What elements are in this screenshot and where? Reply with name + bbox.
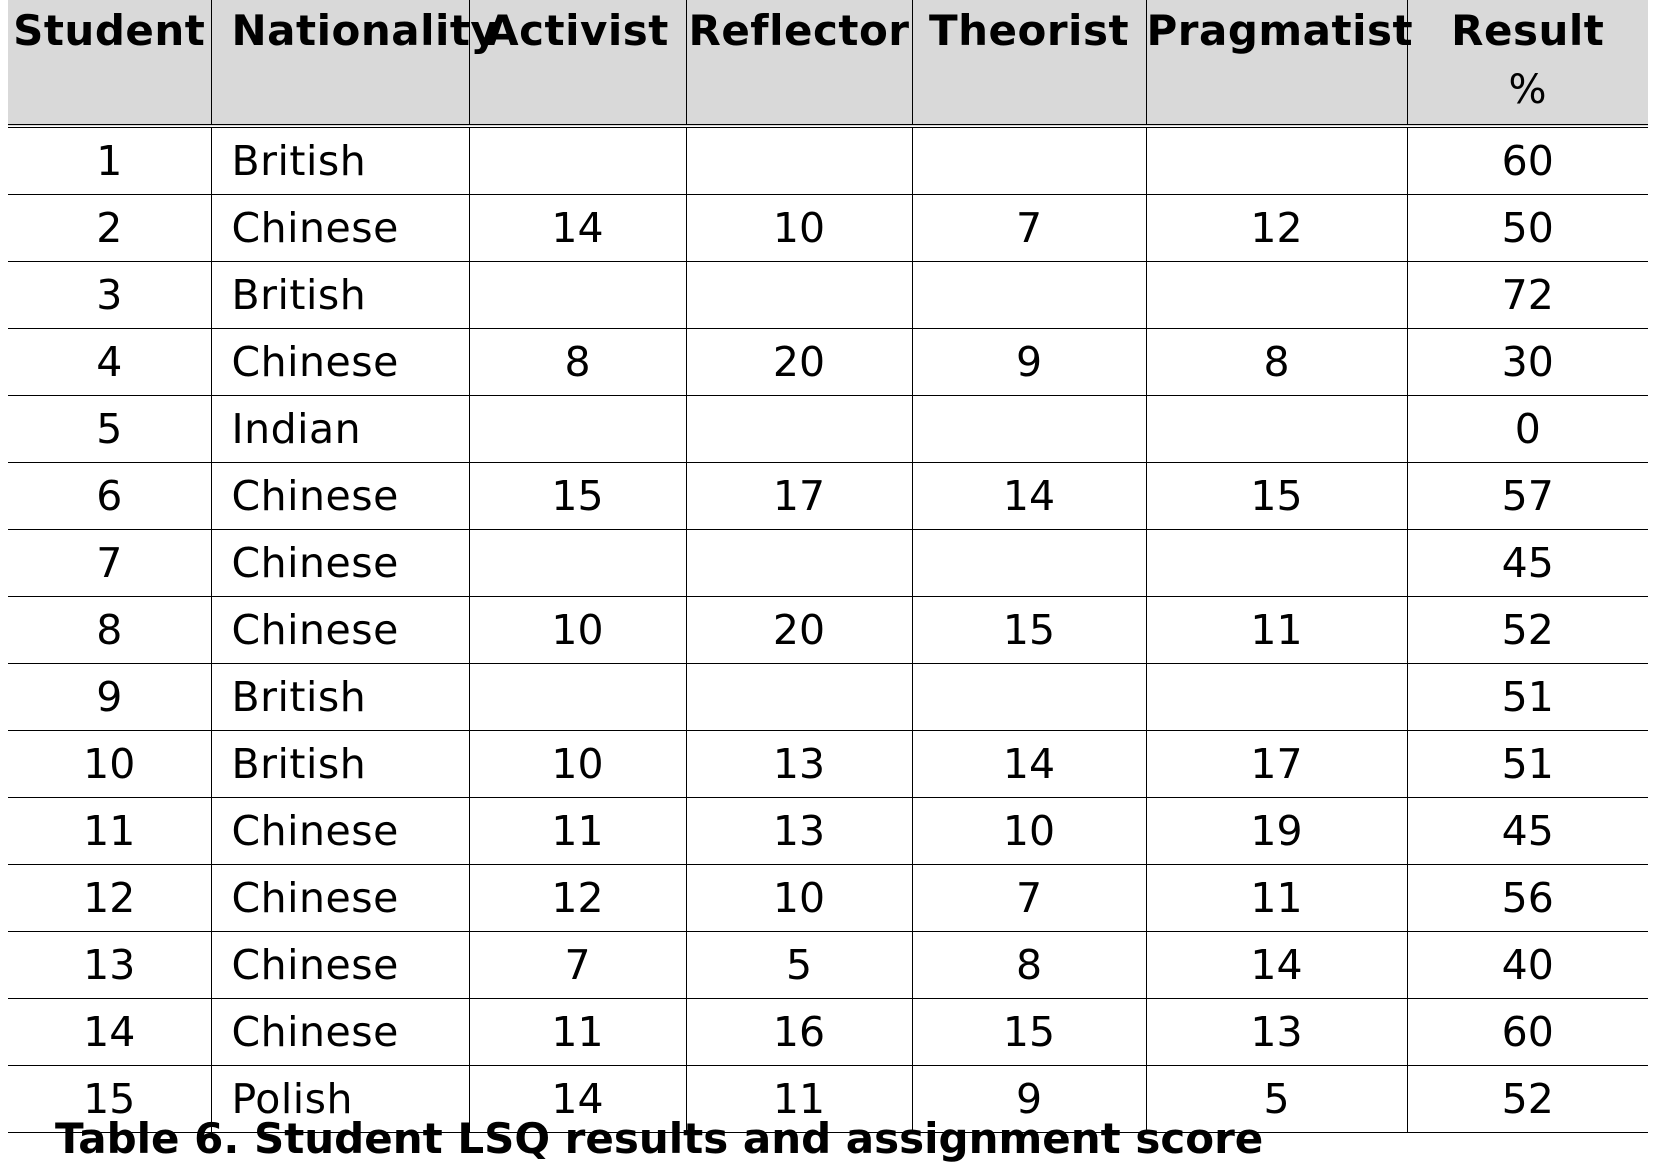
cell-student: 13: [8, 932, 211, 999]
table-row: [8, 597, 1648, 664]
cell-result: 56: [1407, 865, 1648, 932]
cell-theorist: 7: [912, 865, 1146, 932]
cell-student: 6: [8, 463, 211, 530]
table-row: [8, 195, 1648, 262]
cell-reflector: 13: [686, 798, 912, 865]
cell-reflector: [686, 396, 912, 463]
cell-reflector: 11: [686, 1066, 912, 1133]
cell-theorist: [912, 396, 1146, 463]
cell-reflector: [686, 530, 912, 597]
cell-nationality: Chinese: [211, 195, 469, 262]
cell-student: 10: [8, 731, 211, 798]
cell-reflector: [686, 126, 912, 195]
cell-activist: 11: [469, 798, 686, 865]
header-result: Result %: [1407, 0, 1648, 126]
cell-theorist: 14: [912, 463, 1146, 530]
cell-result: 40: [1407, 932, 1648, 999]
cell-result: 51: [1407, 664, 1648, 731]
cell-pragmatist: 13: [1146, 999, 1407, 1066]
cell-theorist: 9: [912, 1066, 1146, 1133]
table-row: [8, 329, 1648, 396]
cell-result: 0: [1407, 396, 1648, 463]
table-row: [8, 865, 1648, 932]
header-reflector: Reflector: [686, 0, 912, 126]
cell-reflector: 10: [686, 865, 912, 932]
cell-activist: 8: [469, 329, 686, 396]
cell-nationality: Chinese: [211, 463, 469, 530]
cell-result: 52: [1407, 1066, 1648, 1133]
cell-result: 72: [1407, 262, 1648, 329]
cell-theorist: [912, 530, 1146, 597]
cell-theorist: 15: [912, 999, 1146, 1066]
cell-nationality: Chinese: [211, 597, 469, 664]
cell-nationality: Chinese: [211, 329, 469, 396]
cell-nationality: Chinese: [211, 932, 469, 999]
cell-nationality: Chinese: [211, 798, 469, 865]
table-row: [8, 731, 1648, 798]
cell-student: 9: [8, 664, 211, 731]
table-row: [8, 126, 1648, 195]
cell-nationality: British: [211, 664, 469, 731]
cell-theorist: 8: [912, 932, 1146, 999]
cell-reflector: 20: [686, 597, 912, 664]
cell-theorist: 9: [912, 329, 1146, 396]
cell-nationality: Indian: [211, 396, 469, 463]
cell-result: 52: [1407, 597, 1648, 664]
table-header: [8, 0, 1648, 126]
cell-result: 50: [1407, 195, 1648, 262]
cell-result: 45: [1407, 798, 1648, 865]
cell-nationality: Polish: [211, 1066, 469, 1133]
header-pragmatist: Pragmatist: [1146, 0, 1407, 126]
cell-pragmatist: 19: [1146, 798, 1407, 865]
cell-pragmatist: 14: [1146, 932, 1407, 999]
cell-pragmatist: 5: [1146, 1066, 1407, 1133]
cell-activist: [469, 530, 686, 597]
cell-pragmatist: 11: [1146, 597, 1407, 664]
table-row: [8, 798, 1648, 865]
header-nationality: Nationality: [211, 0, 469, 126]
cell-pragmatist: 17: [1146, 731, 1407, 798]
cell-activist: 11: [469, 999, 686, 1066]
cell-student: 14: [8, 999, 211, 1066]
cell-student: 12: [8, 865, 211, 932]
header-activist: Activist: [469, 0, 686, 126]
cell-student: 11: [8, 798, 211, 865]
cell-result: 60: [1407, 126, 1648, 195]
cell-pragmatist: [1146, 126, 1407, 195]
cell-nationality: Chinese: [211, 865, 469, 932]
header-theorist: Theorist: [912, 0, 1146, 126]
cell-nationality: Chinese: [211, 530, 469, 597]
cell-nationality: British: [211, 731, 469, 798]
cell-student: 8: [8, 597, 211, 664]
cell-nationality: British: [211, 262, 469, 329]
cell-student: 3: [8, 262, 211, 329]
cell-pragmatist: 8: [1146, 329, 1407, 396]
cell-reflector: 16: [686, 999, 912, 1066]
cell-reflector: [686, 262, 912, 329]
lsq-results-table: [8, 0, 1648, 1133]
cell-student: 2: [8, 195, 211, 262]
table-row: [8, 396, 1648, 463]
cell-student: 7: [8, 530, 211, 597]
cell-activist: 7: [469, 932, 686, 999]
cell-reflector: 13: [686, 731, 912, 798]
cell-theorist: 7: [912, 195, 1146, 262]
cell-activist: 10: [469, 597, 686, 664]
cell-theorist: 10: [912, 798, 1146, 865]
cell-student: 5: [8, 396, 211, 463]
cell-reflector: 10: [686, 195, 912, 262]
cell-pragmatist: 15: [1146, 463, 1407, 530]
cell-activist: 14: [469, 195, 686, 262]
cell-activist: 12: [469, 865, 686, 932]
cell-activist: [469, 262, 686, 329]
table-row: [8, 262, 1648, 329]
cell-theorist: [912, 126, 1146, 195]
cell-student: 4: [8, 329, 211, 396]
cell-theorist: 14: [912, 731, 1146, 798]
cell-pragmatist: [1146, 262, 1407, 329]
cell-student: 15: [8, 1066, 211, 1133]
cell-reflector: 17: [686, 463, 912, 530]
cell-activist: [469, 126, 686, 195]
cell-reflector: [686, 664, 912, 731]
table-row: [8, 664, 1648, 731]
cell-result: 60: [1407, 999, 1648, 1066]
cell-result: 51: [1407, 731, 1648, 798]
cell-result: 45: [1407, 530, 1648, 597]
cell-nationality: Chinese: [211, 999, 469, 1066]
cell-reflector: 5: [686, 932, 912, 999]
cell-pragmatist: 11: [1146, 865, 1407, 932]
cell-pragmatist: [1146, 664, 1407, 731]
table-row: [8, 530, 1648, 597]
header-student: Student: [8, 0, 211, 126]
cell-pragmatist: 12: [1146, 195, 1407, 262]
cell-student: 1: [8, 126, 211, 195]
cell-pragmatist: [1146, 530, 1407, 597]
cell-activist: 14: [469, 1066, 686, 1133]
cell-activist: 10: [469, 731, 686, 798]
header-result-unit: %: [1508, 67, 1547, 113]
cell-pragmatist: [1146, 396, 1407, 463]
cell-theorist: [912, 262, 1146, 329]
cell-theorist: 15: [912, 597, 1146, 664]
table-body: [8, 126, 1648, 1133]
header-row: [8, 0, 1648, 126]
cell-reflector: 20: [686, 329, 912, 396]
table-caption: Table 6. Student LSQ results and assignment score: [55, 1114, 1264, 1163]
cell-result: 57: [1407, 463, 1648, 530]
cell-activist: 15: [469, 463, 686, 530]
table-row: [8, 999, 1648, 1066]
cell-activist: [469, 396, 686, 463]
cell-nationality: British: [211, 126, 469, 195]
cell-activist: [469, 664, 686, 731]
table-row: [8, 463, 1648, 530]
cell-theorist: [912, 664, 1146, 731]
cell-result: 30: [1407, 329, 1648, 396]
table-row: [8, 932, 1648, 999]
